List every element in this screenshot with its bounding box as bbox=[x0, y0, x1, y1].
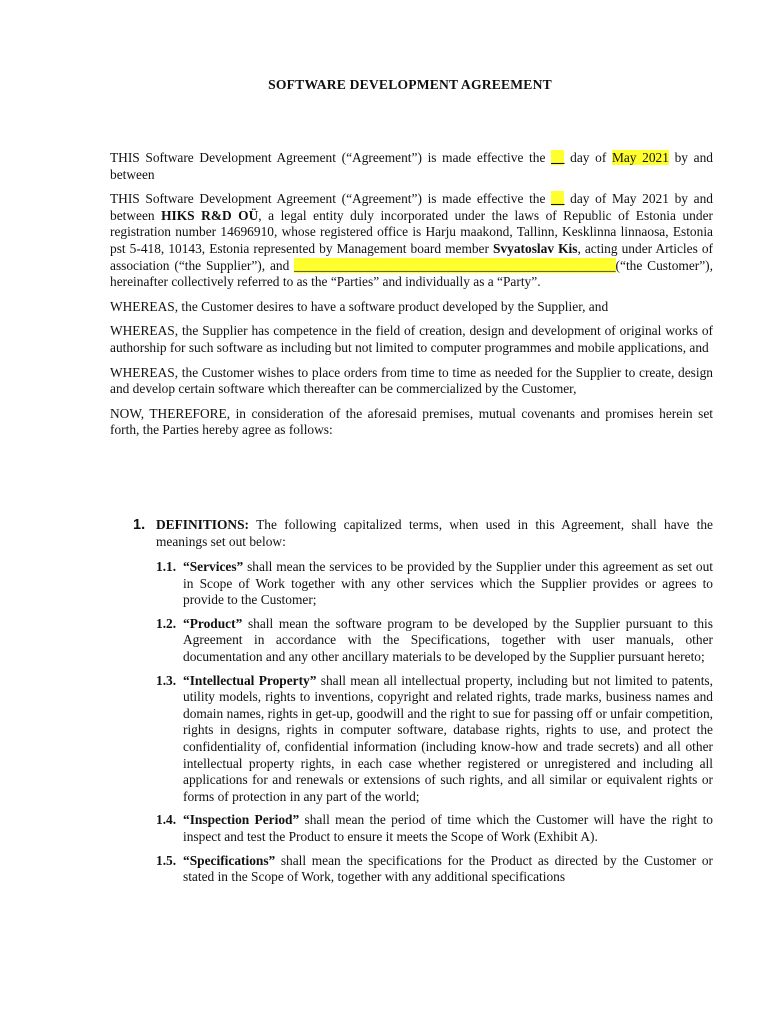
text-run: (“the Customer”), hereinafter collectively referred to as the “Parties” and individually as a “Party”. bbox=[110, 257, 713, 290]
document-title: SOFTWARE DEVELOPMENT AGREEMENT bbox=[268, 77, 552, 92]
definition-text bbox=[183, 812, 713, 845]
definition-number: 1.3. bbox=[156, 672, 177, 688]
text-run: THIS Software Development Agreement (“Agreement”) is made effective the bbox=[110, 191, 552, 207]
representative-name: Svyatoslav Kis bbox=[493, 240, 578, 256]
definition-term: “Inspection Period” bbox=[183, 812, 300, 828]
definition-text bbox=[183, 853, 713, 886]
definition-term: “Specifications” bbox=[183, 852, 276, 868]
text-run: , a legal entity duly incorporated under the laws of Republic of Estonia under registration number 14696910, whose registered office is Harju maakond, Tallinn, Kesklinna linnaosa, Estonia pst 5-418, 10143, Estonia represented by Management board member bbox=[110, 207, 713, 256]
section-intro bbox=[156, 517, 713, 550]
text-run: shall mean the software program to be developed by the Supplier pursuant to this Agreement in accordance with the Specifications, together with user manuals, other documentation and any other ancillary materials to be developed by the Supplier pursuant hereto; bbox=[183, 615, 713, 664]
paragraph-now-therefore: NOW, THEREFORE, in consideration of the aforesaid premises, mutual covenants and promises herein set forth, the Parties hereby agree as follows: bbox=[110, 405, 713, 438]
definition-item bbox=[156, 853, 713, 886]
section-number: 1. bbox=[133, 517, 146, 533]
definition-text bbox=[183, 616, 713, 666]
paragraph-effective-date bbox=[110, 150, 713, 183]
definition-number: 1.1. bbox=[156, 559, 177, 574]
definition-item bbox=[156, 673, 713, 806]
supplier-name: HIKS R&D OÜ bbox=[161, 207, 259, 223]
text-run: , acting under Articles of association (“the Supplier”), and bbox=[110, 240, 713, 273]
document-body bbox=[110, 150, 713, 447]
definition-text bbox=[183, 673, 713, 806]
section-definitions bbox=[133, 517, 713, 550]
paragraph-parties bbox=[110, 191, 713, 291]
definition-text bbox=[183, 559, 713, 609]
section-heading: DEFINITIONS: bbox=[156, 517, 250, 532]
paragraph-whereas-1: WHEREAS, the Customer desires to have a software product developed by the Supplier, and bbox=[110, 298, 609, 314]
paragraph-whereas-2: WHEREAS, the Supplier has competence in the field of creation, design and development of original works of authorship for such software as including but not limited to computer programmes and mobile applications, and bbox=[110, 323, 713, 355]
definitions-list bbox=[156, 559, 713, 893]
definition-number: 1.5. bbox=[156, 852, 177, 868]
day-blank: __ bbox=[551, 150, 565, 165]
customer-name-blank: ________________________________________________ bbox=[294, 257, 616, 273]
text-run: day of bbox=[564, 150, 612, 165]
definition-item bbox=[156, 559, 713, 609]
definition-term: “Intellectual Property” bbox=[183, 672, 317, 688]
text-run: shall mean the period of time which the Customer will have the right to inspect and test the Product to ensure it meets the Scope of Work (Exhibit A). bbox=[183, 812, 713, 844]
definition-item bbox=[156, 616, 713, 666]
paragraph-whereas-3: WHEREAS, the Customer wishes to place orders from time to time as needed for the Supplier to create, design and develop certain software which thereafter can be commercialized by the Customer, bbox=[110, 364, 713, 397]
highlighted-month: May 2021 bbox=[611, 150, 669, 165]
text-run: shall mean the specifications for the Product as directed by the Customer or stated in the Scope of Work, together with any additional specifications bbox=[183, 852, 713, 885]
day-blank: __ bbox=[551, 191, 565, 207]
definition-item bbox=[156, 812, 713, 845]
definition-term: “Product” bbox=[183, 615, 243, 631]
definition-number: 1.4. bbox=[156, 812, 177, 828]
text-run: shall mean the services to be provided by the Supplier under this agreement as set out in Scope of Work together with any other services which the Supplier provides or agrees to provide to the Customer; bbox=[183, 559, 713, 608]
text-run: THIS Software Development Agreement (“Agreement”) is made effective the bbox=[110, 150, 552, 165]
definition-term: “Services” bbox=[183, 559, 244, 574]
text-run: The following capitalized terms, when used in this Agreement, shall have the meanings set out below: bbox=[156, 517, 713, 549]
text-run: by and between bbox=[110, 150, 713, 182]
text-run: day of May 2021 by and between bbox=[110, 191, 713, 223]
definition-number: 1.2. bbox=[156, 615, 177, 631]
text-run: shall mean all intellectual property, including but not limited to patents, utility models, rights to inventions, copyright and related rights, trade marks, business names and domain names, rights in get-up, goodwill and the right to sue for passing off or unfair competition, rights in designs, rights in computer software, database rights, rights to use, and protect the confidentiality of, confidential information (including know-how and trade secrets) and all other intellectual property rights, in each case whether registered or unregistered and including all applications for and renewals or extensions of such rights, and all similar or equivalent rights or forms of protection in any part of the world; bbox=[183, 672, 713, 804]
